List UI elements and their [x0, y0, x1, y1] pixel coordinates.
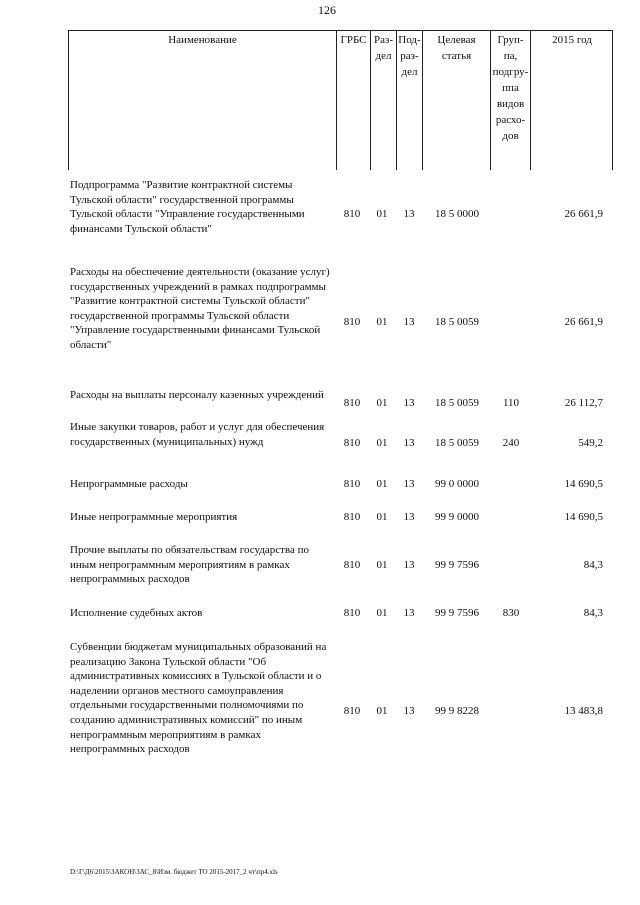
row-cs: 18 5 0059: [435, 437, 479, 449]
row-cs: 18 5 0059: [435, 397, 479, 409]
row-name: Исполнение судебных актов: [70, 607, 203, 619]
header-grbs: ГРБС: [336, 30, 370, 170]
row-grbs: 810: [343, 705, 361, 717]
row-podrazdel: 13: [403, 705, 415, 717]
row-grbs: 810: [343, 437, 361, 449]
row-cs: 99 9 7596: [435, 607, 479, 619]
row-name: Иные непрограммные мероприятия: [70, 511, 238, 523]
row-grbs: 810: [343, 511, 361, 523]
table-row: [0, 510, 640, 526]
row-name: Расходы на выплаты персоналу казенных учреждений: [70, 389, 324, 401]
footer-file-path: D:\Г\Д6\2015\ЗАКОН\ЗАС_8\Изм. бюджет ТО 2015-2017_2 чт\пр4.xls: [70, 868, 278, 876]
header-year: 2015 год: [530, 30, 613, 170]
row-sum: 14 690,5: [564, 478, 603, 490]
row-name: Субвенции бюджетам муниципальных образований на реализацию Закона Тульской области "Об административных комиссиях в Тульской области и о наделении органов местного самоуправления отдельными государственными полномочиями по созданию административных комиссий" по иным непрограммным мероприятиям в рамках непрограммных расходов: [70, 641, 327, 756]
row-name: Иные закупки товаров, работ и услуг для обеспечения государственных (муниципальных) нужд: [70, 421, 325, 448]
row-podrazdel: 13: [403, 511, 415, 523]
row-podrazdel: 13: [403, 397, 415, 409]
table-row: [0, 178, 640, 258]
row-vr: 110: [502, 397, 520, 409]
table-row: [0, 265, 640, 375]
row-vr: 830: [502, 607, 520, 619]
table-row: [0, 543, 640, 589]
row-grbs: 810: [343, 397, 361, 409]
row-cs: 99 9 7596: [435, 559, 479, 571]
row-grbs: 810: [343, 478, 361, 490]
row-razdel: 01: [376, 208, 388, 220]
row-grbs: 810: [343, 607, 361, 619]
row-cs: 99 9 0000: [435, 511, 479, 523]
header-podrazdel: Под- раз- дел: [396, 30, 422, 170]
row-sum: 14 690,5: [564, 511, 603, 523]
row-podrazdel: 13: [403, 437, 415, 449]
row-sum: 13 483,8: [564, 705, 603, 717]
row-podrazdel: 13: [403, 208, 415, 220]
row-name: Непрограммные расходы: [70, 478, 188, 490]
row-sum: 84,3: [583, 559, 603, 571]
row-razdel: 01: [376, 705, 388, 717]
row-grbs: 810: [343, 208, 361, 220]
table-header: [68, 30, 613, 170]
page-number: 126: [318, 3, 336, 17]
row-sum: 84,3: [583, 607, 603, 619]
table-row: [0, 388, 640, 418]
row-podrazdel: 13: [403, 607, 415, 619]
row-razdel: 01: [376, 316, 388, 328]
row-cs: 99 0 0000: [435, 478, 479, 490]
row-razdel: 01: [376, 511, 388, 523]
row-cs: 18 5 0000: [435, 208, 479, 220]
row-name: Расходы на обеспечение деятельности (оказание услуг) государственных учреждений в рамках подпрограммы "Развитие контрактной системы Тульской области" государственной программы Тульской области "Управление государственными финансами Тульской области": [70, 266, 330, 351]
header-razdel: Раз- дел: [370, 30, 396, 170]
table-row: [0, 640, 640, 790]
row-sum: 26 112,7: [564, 397, 603, 409]
row-grbs: 810: [343, 316, 361, 328]
table-row: [0, 606, 640, 622]
row-podrazdel: 13: [403, 316, 415, 328]
row-razdel: 01: [376, 437, 388, 449]
header-cs: Целевая статья: [422, 30, 490, 170]
row-vr: 240: [502, 437, 520, 449]
row-razdel: 01: [376, 397, 388, 409]
row-razdel: 01: [376, 607, 388, 619]
row-cs: 99 9 8228: [435, 705, 479, 717]
row-podrazdel: 13: [403, 559, 415, 571]
header-vr: Груп- па, подгру- ппа видов расхо- дов: [490, 30, 530, 170]
row-sum: 26 661,9: [564, 316, 603, 328]
row-name: Прочие выплаты по обязательствам государства по иным непрограммным мероприятиям в рамках непрограммных расходов: [70, 544, 309, 586]
table-row: [0, 420, 640, 466]
row-sum: 26 661,9: [564, 208, 603, 220]
row-razdel: 01: [376, 478, 388, 490]
row-cs: 18 5 0059: [435, 316, 479, 328]
row-podrazdel: 13: [403, 478, 415, 490]
header-name: Наименование: [68, 30, 336, 170]
row-name: Подпрограмма "Развитие контрактной системы Тульской области" государственной программы Тульской области "Управление государственными финансами Тульской области": [70, 179, 305, 235]
row-grbs: 810: [343, 559, 361, 571]
row-razdel: 01: [376, 559, 388, 571]
table-row: [0, 477, 640, 493]
row-sum: 549,2: [578, 437, 603, 449]
